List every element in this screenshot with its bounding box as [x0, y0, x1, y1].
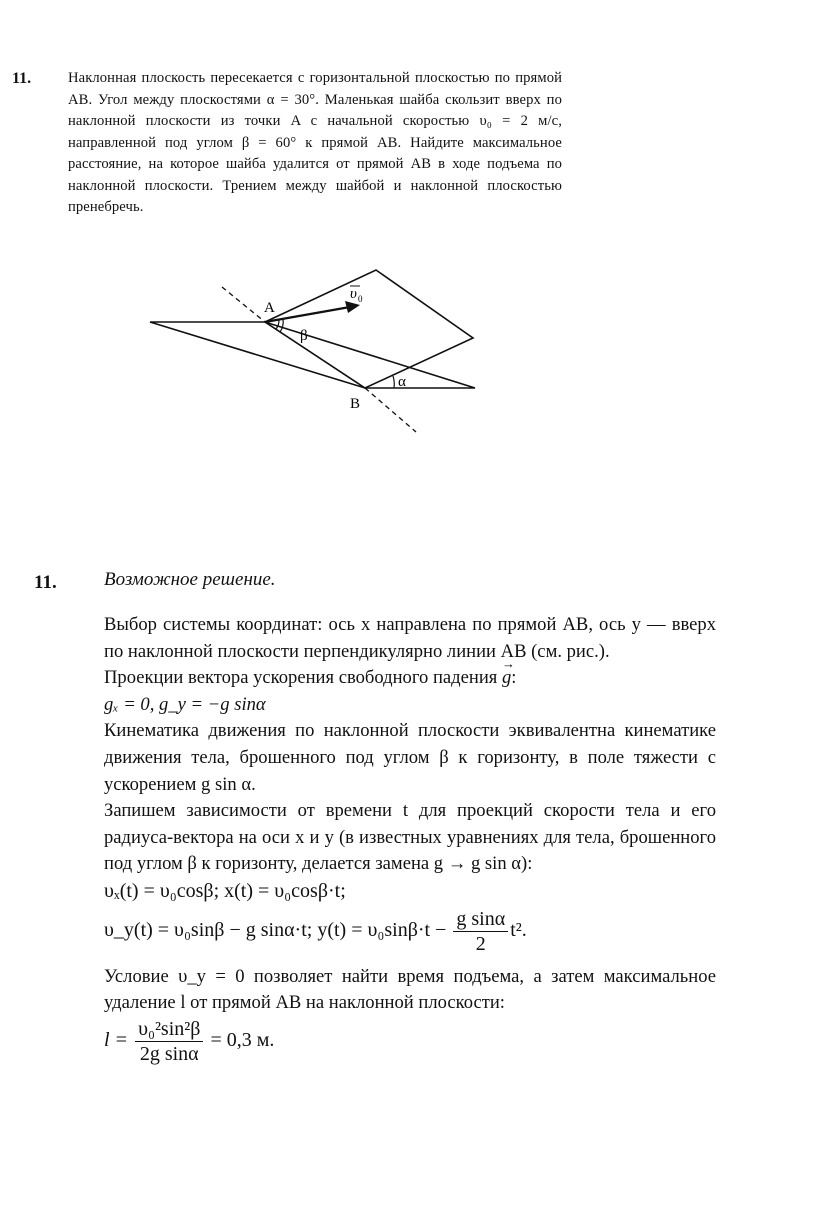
eq-l-result: l = $\frac{\text{υ₀²sin²β}}{\text{2g sinα}}$ = 0,3 м.	[104, 1017, 275, 1065]
label-v: υ	[350, 286, 357, 302]
velocity-arrow	[265, 307, 350, 322]
inclined-plane	[265, 270, 473, 388]
eq-g-projections: gₓ = 0, g_y = −g sinα	[104, 693, 266, 715]
ab-dashed-line-lower	[365, 388, 416, 432]
label-a: A	[264, 300, 275, 316]
solution-p4: Запишем зависимости от времени t для проекций скорости тела и его радиуса-вектора на оси x и y (в известных уравнениях для тела, брошенного под углом β к горизонту, делается замена g → g sin α):	[104, 800, 716, 875]
solution-p2: Проекции вектора ускорения свободного падения → g:	[104, 665, 716, 692]
beta-arc-2	[276, 320, 279, 329]
solution-p1: Выбор системы координат: ось x направлена по прямой AB, ось y — вверх по наклонной плоскости перпендикулярно линии AB (см. рис.).	[104, 614, 716, 662]
eq-y-motion: υ_y(t) = υ₀sinβ − g sinα·t; y(t) = υ₀sinβ·t − $\frac{\text{g sinα}}{2}$ t².	[104, 907, 527, 955]
inclined-plane-figure	[140, 262, 490, 442]
ab-dashed-line	[222, 287, 265, 322]
eq-x-motion: υₓ(t) = υ₀cosβ; x(t) = υ₀cosβ·t;	[104, 879, 346, 902]
problem-number: 11.	[12, 70, 32, 87]
label-v-sub: 0	[358, 294, 363, 304]
label-alpha: α	[398, 374, 406, 390]
label-beta: β	[300, 328, 308, 344]
solution-body	[104, 612, 716, 1066]
g-vector: → g	[502, 665, 511, 692]
solution-number: 11.	[34, 572, 57, 593]
solution-header: Возможное решение.	[104, 569, 276, 590]
horizontal-plane	[150, 322, 475, 388]
beta-arc	[280, 319, 283, 332]
label-b: B	[350, 396, 361, 412]
solution-p5: Условие υ_y = 0 позволяет найти время подъема, а затем максимальное удаление l от прямой AB на наклонной плоскости:	[104, 965, 716, 1014]
alpha-arc	[393, 376, 394, 388]
solution-p3: Кинематика движения по наклонной плоскости эквивалентна кинематике движения тела, брошенного под углом β к горизонту, в поле тяжести с ускорением g sin α.	[104, 720, 716, 795]
problem-text: Наклонная плоскость пересекается с горизонтальной плоскостью по прямой AB. Угол между плоскостями α = 30°. Маленькая шайба скользит вверх по наклонной плоскости из точки A с начальной скоростью υ₀ = 2 м/с, направленной под углом β = 60° к прямой AB. Найдите максимальное расстояние, на которое шайба удалится от прямой AB в ходе подъема по наклонной плоскости. Трением между шайбой и наклонной плоскостью пренебречь.	[68, 70, 562, 215]
